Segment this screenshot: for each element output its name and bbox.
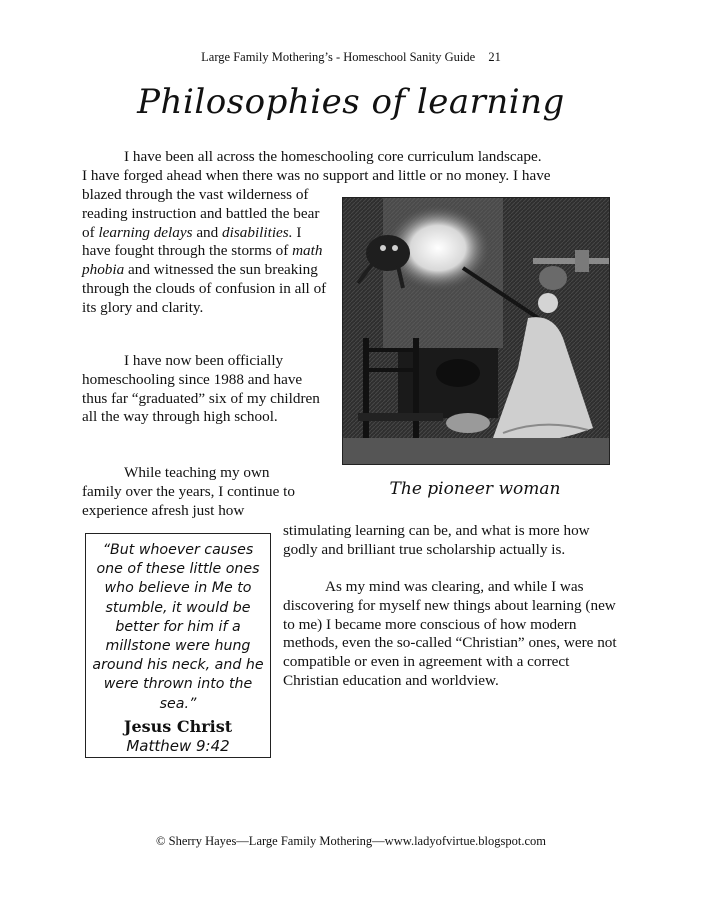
paragraph-homeschooling-since: I have now been officially homeschooling since 1988 and have thus far “graduated” six of my children all the way through high school. (82, 352, 320, 426)
text-run: blazed through the vast wilderness of reading instruction and battled the bear of (82, 186, 320, 241)
text-run: and (192, 223, 223, 241)
emphasis-disabilities: disabilities. (222, 223, 293, 241)
figure-caption: The pioneer woman (389, 479, 561, 499)
quote-text: “But whoever causes one of these little ones who believe in Me to stumble, it would be better for him if a millstone were hung around his neck, and he were thrown into the sea.” (92, 542, 264, 712)
paragraph-intro-full-width (82, 148, 622, 186)
text-run: and witnessed the sun breaking through the clouds of confusion in all of its glory and clarity. (82, 261, 327, 316)
engraving-image (343, 198, 609, 464)
quote-author: Jesus Christ (123, 716, 233, 736)
page-title: Philosophies of learning (137, 82, 565, 122)
page-number: 21 (488, 50, 501, 64)
paragraph-teaching: While teaching my own family over the years, I continue to experience afresh just how (82, 464, 295, 519)
scripture-quote-box (85, 533, 271, 758)
paragraph-line: I have forged ahead when there was no support and little or no money. I have (82, 166, 551, 184)
text-run: I have fought through the storms of (82, 223, 302, 260)
paragraph-teaching-continued: stimulating learning can be, and what is more how godly and brilliant true scholarship actually is. (283, 522, 590, 558)
paragraph-intro-column (82, 186, 327, 318)
header-title: Large Family Mothering’s - Homeschool Sanity Guide (201, 50, 476, 64)
page-footer: © Sherry Hayes—Large Family Mothering—www.ladyofvirtue.blogspot.com (156, 834, 546, 848)
pioneer-woman-illustration (342, 197, 610, 465)
page-header (0, 50, 702, 65)
emphasis-learning-delays: learning delays (98, 223, 193, 241)
paragraph-mind-clearing: As my mind was clearing, and while I was discovering for myself new things about learning (new to me) I became more conscious of how modern methods, even the so-called “Christian” ones, were not compatible or even in agreement with a correct Christian education and worldview. (283, 578, 617, 689)
quote-reference: Matthew 9:42 (126, 736, 230, 755)
emphasis-math-phobia: math phobia (82, 242, 323, 279)
paragraph-line: I have been all across the homeschooling core curriculum landscape. (124, 148, 542, 165)
